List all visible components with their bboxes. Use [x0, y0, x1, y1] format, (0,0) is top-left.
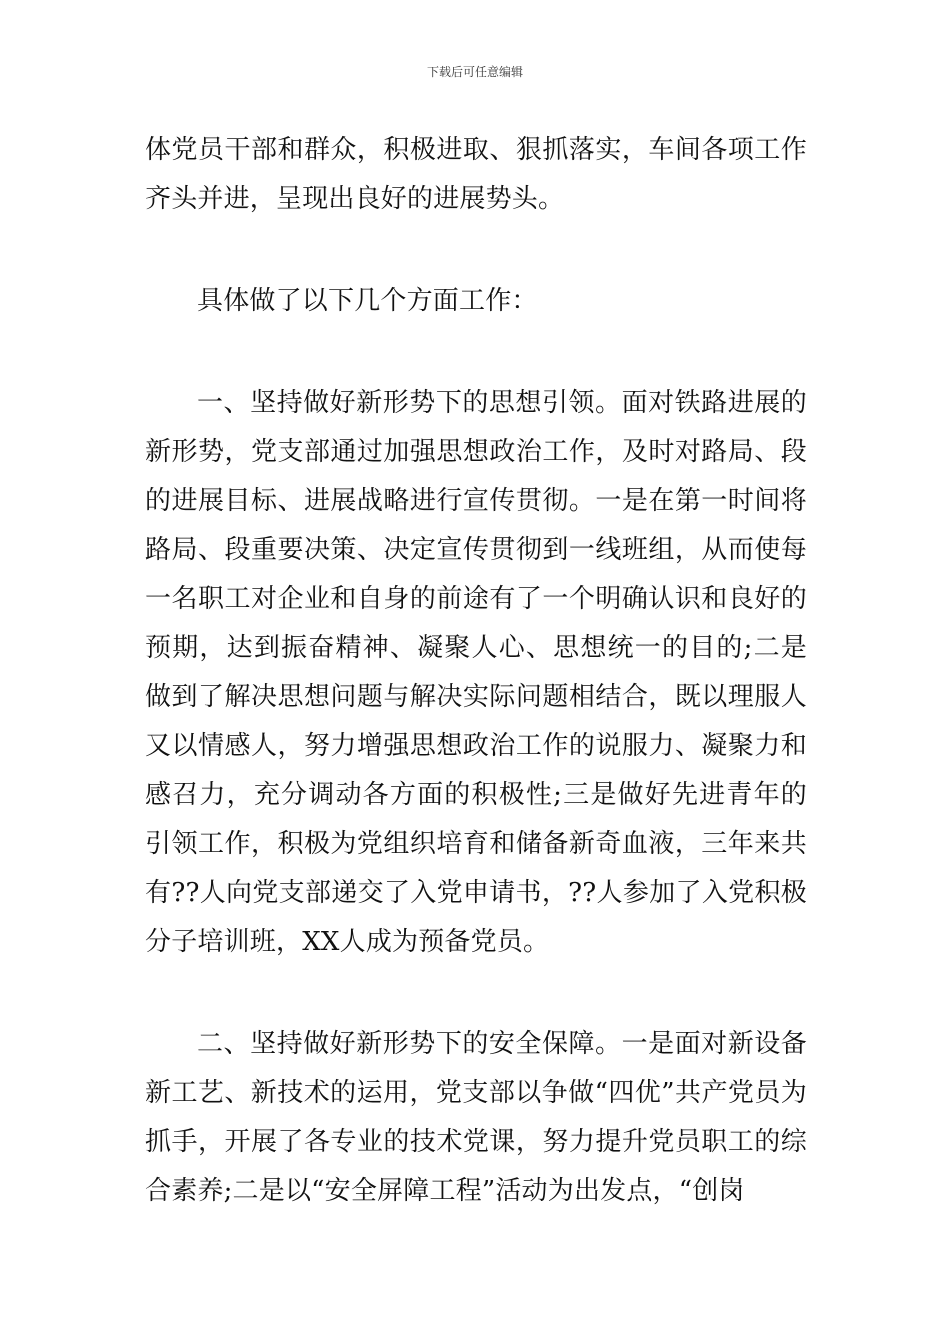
page-header-note: 下载后可任意编辑	[426, 65, 523, 79]
document-body	[145, 126, 807, 1216]
paragraph-section-two: 二、坚持做好新形势下的安全保障。一是面对新设备新工艺、新技术的运用，党支部以争做“四优”共产党员为抓手，开展了各专业的技术党课，努力提升党员职工的综合素养;二是以“安全屏障工程”活动为出发点，“创岗	[145, 1029, 807, 1206]
paragraph-intro: 具体做了以下几个方面工作：	[197, 286, 538, 316]
paragraph-section-one: 一、坚持做好新形势下的思想引领。面对铁路进展的新形势，党支部通过加强思想政治工作，及时对路局、段的进展目标、进展战略进行宣传贯彻。一是在第一时间将路局、段重要决策、决定宣传贯彻到一线班组，从而使每一名职工对企业和自身的前途有了一个明确认识和良好的预期，达到振奋精神、凝聚人心、思想统一的目的;二是做到了解决思想问题与解决实际问题相结合，既以理服人又以情感人，努力增强思想政治工作的说服力、凝聚力和感召力，充分调动各方面的积极性;三是做好先进青年的引领工作，积极为党组织培育和储备新奇血液，三年来共有??人向党支部递交了入党申请书，??人参加了入党积极分子培训班，XX人成为预备党员。	[145, 388, 807, 957]
paragraph-continued: 体党员干部和群众，积极进取、狠抓落实，车间各项工作齐头并进，呈现出良好的进展势头。	[145, 135, 807, 214]
